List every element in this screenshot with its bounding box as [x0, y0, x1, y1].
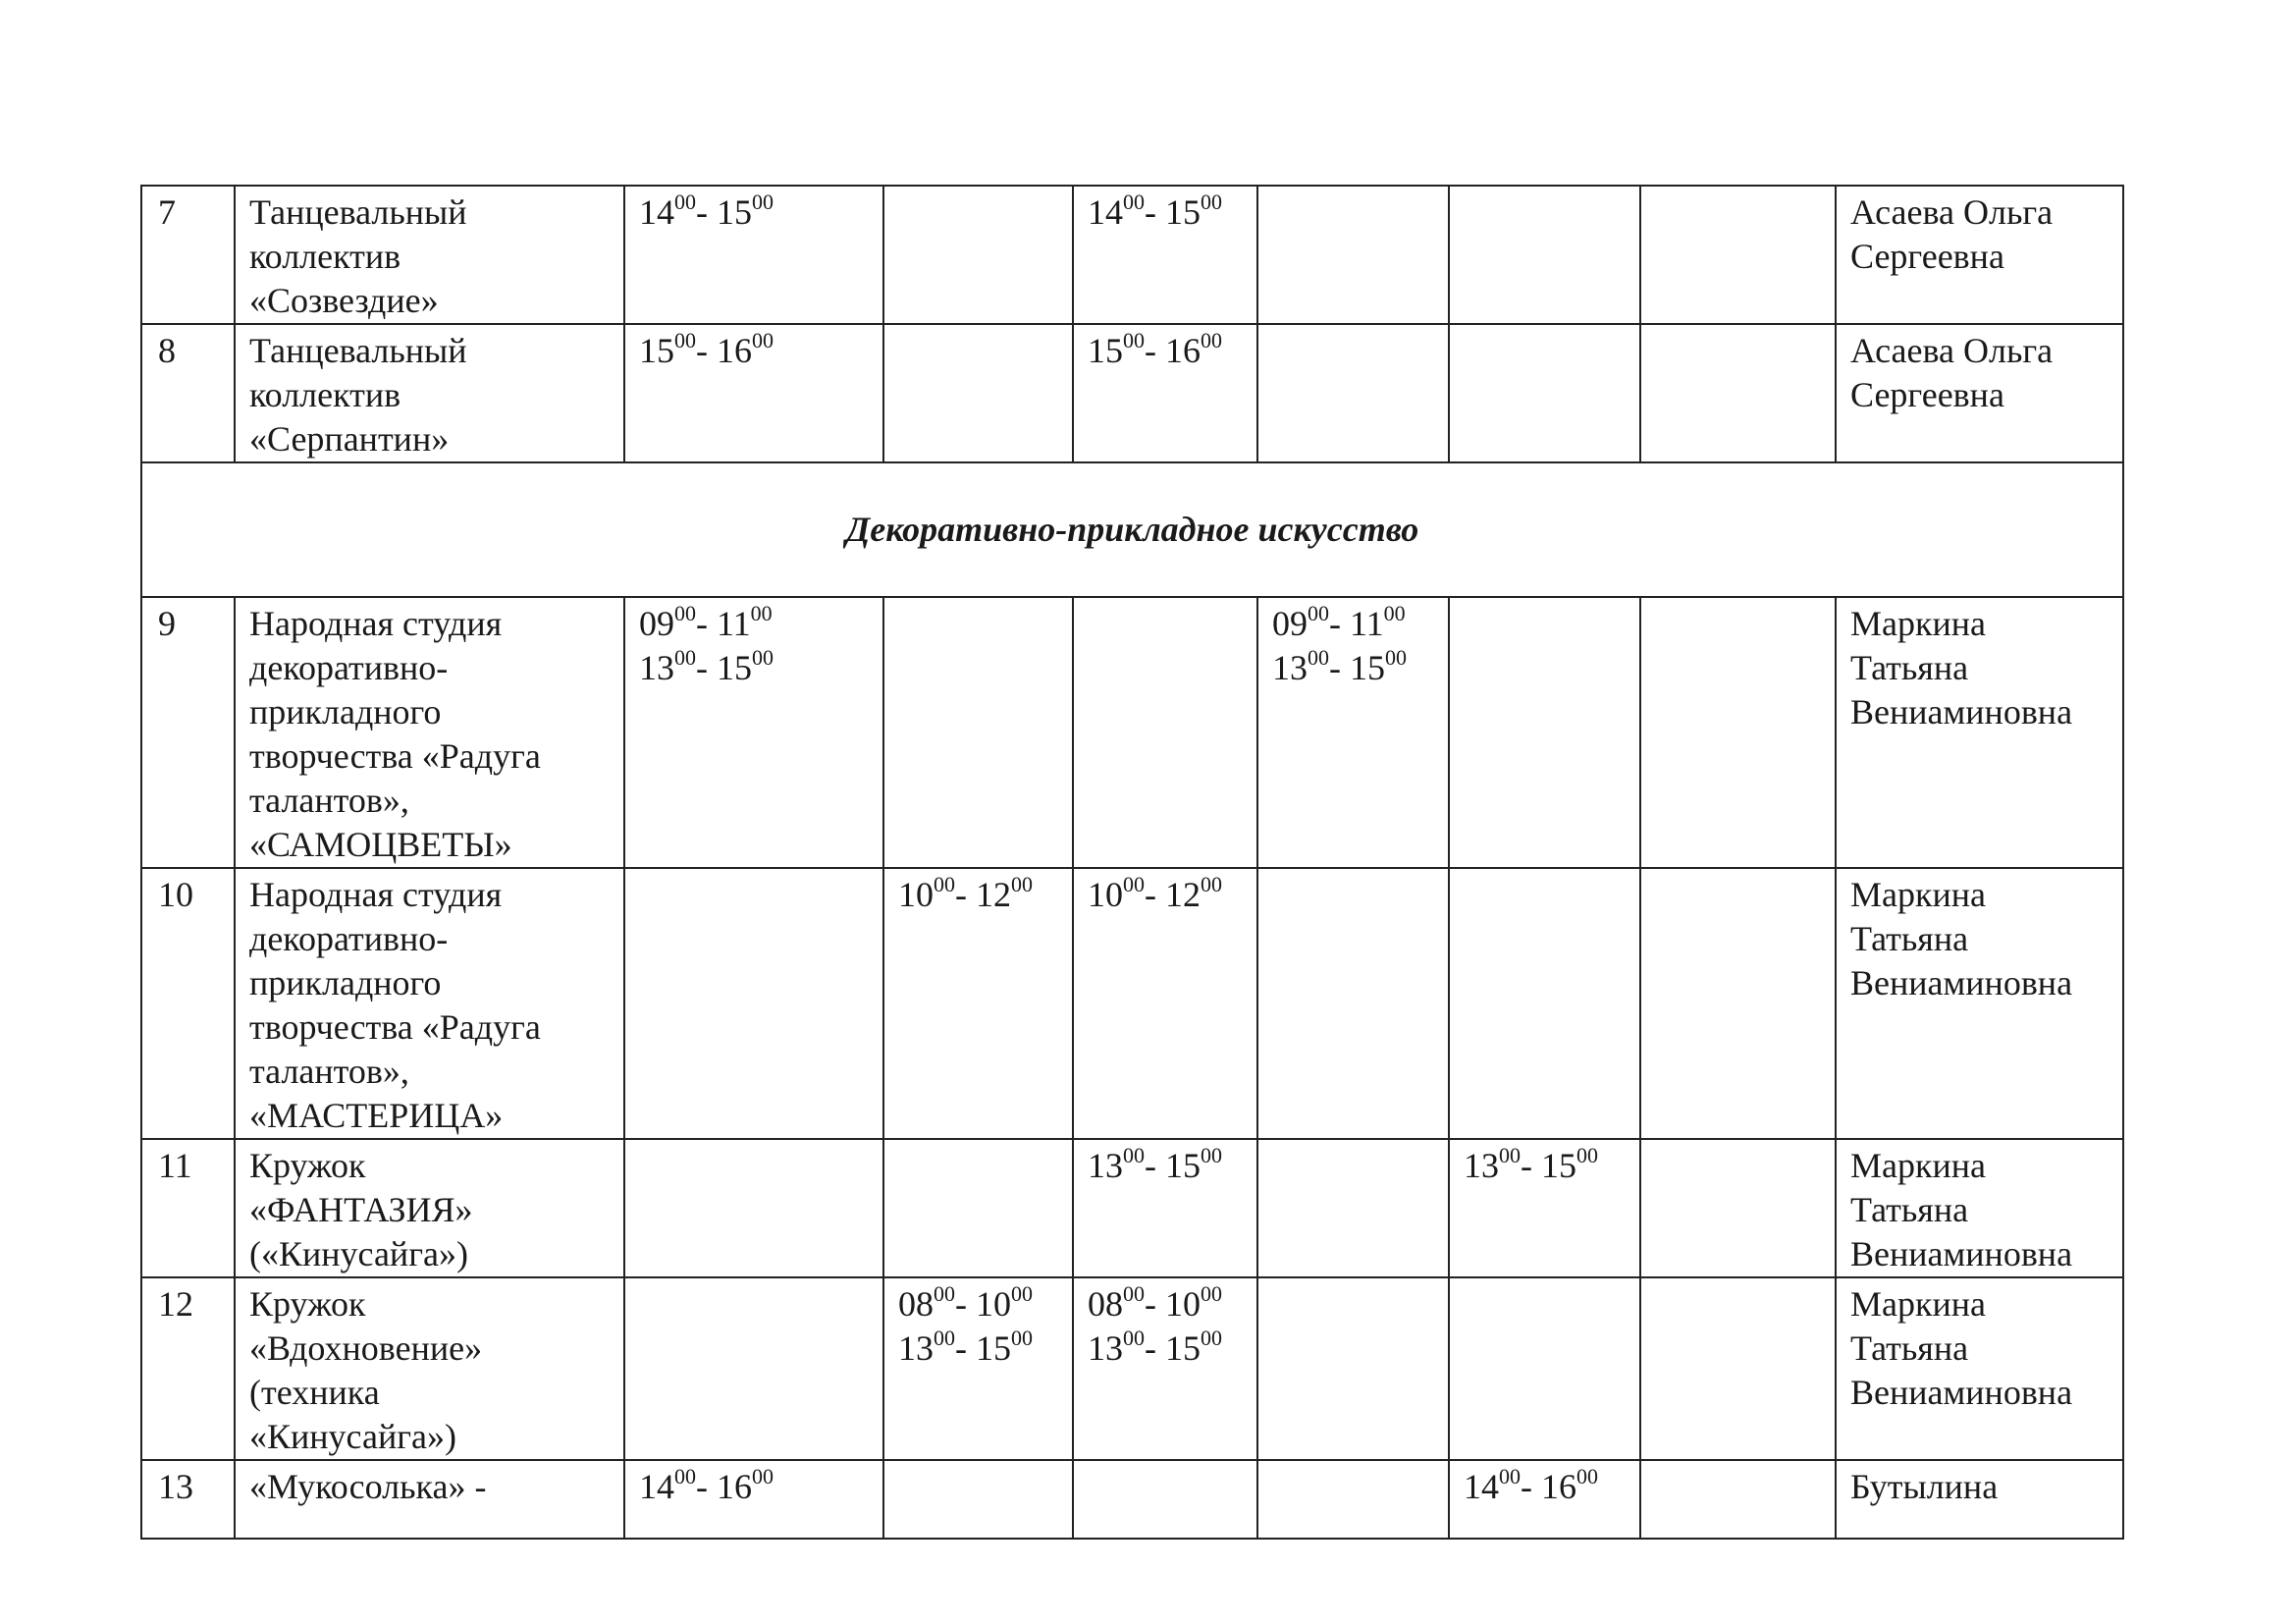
- schedule-cell: [1073, 597, 1257, 868]
- group-name-line: талантов»,: [249, 1052, 409, 1091]
- end-hour: 16: [717, 1467, 752, 1506]
- group-name: [235, 1277, 624, 1460]
- group-name-line: творчества «Радуга: [249, 1007, 541, 1047]
- group-name-line: Кружок: [249, 1146, 366, 1185]
- range-dash: -: [1521, 1467, 1541, 1506]
- leader-name-line: Асаева Ольга: [1850, 192, 2054, 232]
- end-hour: 12: [1165, 875, 1201, 914]
- leader-name: [1836, 1460, 2123, 1539]
- end-minutes: 00: [1385, 645, 1407, 670]
- group-name-line: Народная студия: [249, 875, 503, 914]
- start-hour: 13: [898, 1328, 934, 1368]
- time-range: [1272, 646, 1434, 690]
- leader-name-line: Вениаминовна: [1850, 692, 2073, 731]
- end-hour: 15: [1165, 192, 1201, 232]
- group-name-line: декоративно-: [249, 919, 449, 958]
- schedule-cell: [883, 324, 1073, 462]
- range-dash: -: [1145, 1284, 1165, 1324]
- time-range: [1088, 190, 1243, 235]
- range-dash: -: [1145, 875, 1165, 914]
- start-minutes: 00: [1123, 872, 1145, 896]
- schedule-cell: [1449, 597, 1640, 868]
- end-minutes: 00: [1011, 1281, 1033, 1306]
- time-range: [1272, 602, 1434, 646]
- schedule-cell: [1073, 1277, 1257, 1460]
- schedule-cell: [1640, 597, 1836, 868]
- start-hour: 09: [639, 604, 674, 643]
- time-range: [898, 873, 1058, 917]
- schedule-cell: [624, 597, 883, 868]
- start-hour: 13: [1272, 648, 1308, 687]
- group-name-line: талантов»,: [249, 781, 409, 820]
- start-hour: 10: [898, 875, 934, 914]
- end-hour: 11: [1350, 604, 1384, 643]
- leader-name-line: Вениаминовна: [1850, 963, 2073, 1002]
- range-dash: -: [1329, 604, 1350, 643]
- schedule-cell: [1449, 1277, 1640, 1460]
- schedule-cell: [883, 1460, 1073, 1539]
- schedule-cell: [1449, 1460, 1640, 1539]
- start-hour: 15: [1088, 331, 1123, 370]
- end-hour: 15: [717, 192, 752, 232]
- group-name-line: прикладного: [249, 692, 442, 731]
- start-hour: 08: [898, 1284, 934, 1324]
- schedule-cell: [1449, 324, 1640, 462]
- schedule-cell: [1449, 186, 1640, 324]
- leader-name-line: Маркина: [1850, 1284, 1986, 1324]
- leader-name: [1836, 1277, 2123, 1460]
- end-hour: 12: [976, 875, 1011, 914]
- leader-name-line: Вениаминовна: [1850, 1234, 2073, 1273]
- schedule-cell: [1257, 597, 1449, 868]
- group-name-line: («Кинусайга»): [249, 1234, 468, 1273]
- range-dash: -: [955, 875, 976, 914]
- end-minutes: 00: [1201, 189, 1222, 214]
- group-name: [235, 597, 624, 868]
- schedule-rows-before: [141, 186, 2123, 462]
- start-hour: 14: [1464, 1467, 1499, 1506]
- start-hour: 14: [1088, 192, 1123, 232]
- end-minutes: 00: [1201, 1281, 1222, 1306]
- range-dash: -: [1521, 1146, 1541, 1185]
- schedule-cell: [624, 1277, 883, 1460]
- group-name-line: творчества «Радуга: [249, 736, 541, 776]
- start-hour: 13: [639, 648, 674, 687]
- leader-name: [1836, 597, 2123, 868]
- end-minutes: 00: [1201, 872, 1222, 896]
- schedule-cell: [1257, 1139, 1449, 1277]
- group-name-line: «Вдохновение»: [249, 1328, 483, 1368]
- time-range: [639, 1465, 869, 1509]
- schedule-cell: [883, 868, 1073, 1139]
- schedule-cell: [1073, 1139, 1257, 1277]
- range-dash: -: [955, 1284, 976, 1324]
- start-hour: 10: [1088, 875, 1123, 914]
- schedule-cell: [883, 1277, 1073, 1460]
- section-row: [141, 462, 2123, 597]
- start-minutes: 00: [934, 1281, 955, 1306]
- leader-name-line: Сергеевна: [1850, 375, 2004, 414]
- leader-name-line: Татьяна: [1850, 919, 1969, 958]
- range-dash: -: [1145, 192, 1165, 232]
- group-name: [235, 1139, 624, 1277]
- section-title: Декоративно-прикладное искусство: [141, 462, 2123, 597]
- start-minutes: 00: [934, 872, 955, 896]
- start-hour: 15: [639, 331, 674, 370]
- end-hour: 15: [1165, 1146, 1201, 1185]
- time-range: [1464, 1144, 1626, 1188]
- time-range: [639, 190, 869, 235]
- table-row: [141, 597, 2123, 868]
- group-name-line: Танцевальный: [249, 331, 467, 370]
- start-minutes: 00: [674, 189, 696, 214]
- time-range: [898, 1282, 1058, 1326]
- schedule-cell: [1073, 186, 1257, 324]
- start-hour: 09: [1272, 604, 1308, 643]
- group-name-line: (техника: [249, 1373, 380, 1412]
- table-row: [141, 1460, 2123, 1539]
- end-hour: 15: [717, 648, 752, 687]
- leader-name-line: Татьяна: [1850, 1328, 1969, 1368]
- end-minutes: 00: [1383, 601, 1406, 625]
- leader-name: [1836, 868, 2123, 1139]
- start-minutes: 00: [1499, 1464, 1521, 1489]
- time-range: [639, 329, 869, 373]
- row-number: 8: [141, 324, 235, 462]
- start-minutes: 00: [1123, 189, 1145, 214]
- schedule-cell: [1449, 1139, 1640, 1277]
- schedule-cell: [1257, 1277, 1449, 1460]
- schedule-cell: [624, 868, 883, 1139]
- end-hour: 16: [1541, 1467, 1576, 1506]
- schedule-cell: [624, 186, 883, 324]
- schedule-cell: [1640, 1277, 1836, 1460]
- group-name-line: Кружок: [249, 1284, 366, 1324]
- table-row: [141, 186, 2123, 324]
- time-range: [1088, 1144, 1243, 1188]
- schedule-cell: [1640, 324, 1836, 462]
- table-row: [141, 1277, 2123, 1460]
- leader-name: [1836, 324, 2123, 462]
- start-minutes: 00: [674, 1464, 696, 1489]
- start-minutes: 00: [674, 328, 696, 352]
- time-range: [1088, 1282, 1243, 1326]
- start-minutes: 00: [1499, 1143, 1521, 1167]
- leader-name-line: Татьяна: [1850, 648, 1969, 687]
- group-name-line: «Мукосолька» -: [249, 1467, 487, 1506]
- end-minutes: 00: [752, 328, 774, 352]
- schedule-cell: [883, 1139, 1073, 1277]
- group-name-line: «МАСТЕРИЦА»: [249, 1096, 504, 1135]
- range-dash: -: [696, 604, 717, 643]
- start-hour: 14: [639, 1467, 674, 1506]
- start-minutes: 00: [1123, 1281, 1145, 1306]
- table-row: [141, 1139, 2123, 1277]
- end-hour: 16: [717, 331, 752, 370]
- schedule-rows-after: [141, 597, 2123, 1539]
- row-number: 10: [141, 868, 235, 1139]
- end-minutes: 00: [1201, 1326, 1222, 1350]
- group-name-line: Танцевальный: [249, 192, 467, 232]
- range-dash: -: [696, 192, 717, 232]
- row-number: 9: [141, 597, 235, 868]
- end-minutes: 00: [1011, 1326, 1033, 1350]
- group-name: [235, 186, 624, 324]
- schedule-cell: [1257, 1460, 1449, 1539]
- range-dash: -: [1145, 1146, 1165, 1185]
- table-row: [141, 868, 2123, 1139]
- end-hour: 16: [1165, 331, 1201, 370]
- schedule-cell: [883, 186, 1073, 324]
- leader-name-line: Татьяна: [1850, 1190, 1969, 1229]
- leader-name: [1836, 1139, 2123, 1277]
- group-name-line: «Кинусайга»): [249, 1417, 456, 1456]
- start-minutes: 00: [1123, 1143, 1145, 1167]
- leader-name-line: Маркина: [1850, 1146, 1986, 1185]
- start-minutes: 00: [674, 645, 696, 670]
- schedule-cell: [1073, 1460, 1257, 1539]
- schedule-cell: [1640, 1139, 1836, 1277]
- end-hour: 10: [1165, 1284, 1201, 1324]
- range-dash: -: [696, 331, 717, 370]
- start-hour: 08: [1088, 1284, 1123, 1324]
- end-minutes: 00: [1201, 1143, 1222, 1167]
- start-minutes: 00: [1308, 601, 1329, 625]
- group-name-line: «ФАНТАЗИЯ»: [249, 1190, 473, 1229]
- group-name-line: коллектив: [249, 375, 401, 414]
- time-range: [1088, 1326, 1243, 1371]
- group-name: [235, 1460, 624, 1539]
- schedule-cell: [1073, 324, 1257, 462]
- leader-name-line: Маркина: [1850, 875, 1986, 914]
- time-range: [639, 602, 869, 646]
- start-minutes: 00: [934, 1326, 955, 1350]
- range-dash: -: [955, 1328, 976, 1368]
- table-row: [141, 324, 2123, 462]
- range-dash: -: [1145, 1328, 1165, 1368]
- row-number: 12: [141, 1277, 235, 1460]
- end-minutes: 00: [1576, 1143, 1598, 1167]
- schedule-cell: [1257, 186, 1449, 324]
- leader-name-line: Асаева Ольга: [1850, 331, 2054, 370]
- end-minutes: 00: [1576, 1464, 1598, 1489]
- end-minutes: 00: [752, 189, 774, 214]
- time-range: [1464, 1465, 1626, 1509]
- schedule-cell: [1257, 324, 1449, 462]
- end-minutes: 00: [750, 601, 773, 625]
- schedule-cell: [1449, 868, 1640, 1139]
- time-range: [898, 1326, 1058, 1371]
- end-minutes: 00: [1011, 872, 1033, 896]
- schedule-cell: [1257, 868, 1449, 1139]
- end-hour: 11: [717, 604, 751, 643]
- range-dash: -: [696, 1467, 717, 1506]
- start-minutes: 00: [1308, 645, 1329, 670]
- start-hour: 13: [1088, 1328, 1123, 1368]
- leader-name-line: Сергеевна: [1850, 237, 2004, 276]
- range-dash: -: [1145, 331, 1165, 370]
- start-minutes: 00: [1123, 1326, 1145, 1350]
- end-hour: 10: [976, 1284, 1011, 1324]
- end-hour: 15: [1350, 648, 1385, 687]
- schedule-cell: [624, 1139, 883, 1277]
- row-number: 7: [141, 186, 235, 324]
- start-hour: 14: [639, 192, 674, 232]
- range-dash: -: [696, 648, 717, 687]
- schedule-cell: [624, 324, 883, 462]
- group-name-line: коллектив: [249, 237, 401, 276]
- leader-name-line: Бутылина: [1850, 1467, 1999, 1506]
- group-name: [235, 868, 624, 1139]
- group-name-line: декоративно-: [249, 648, 449, 687]
- group-name-line: «САМОЦВЕТЫ»: [249, 825, 512, 864]
- start-hour: 13: [1088, 1146, 1123, 1185]
- end-minutes: 00: [752, 1464, 774, 1489]
- schedule-cell: [1640, 868, 1836, 1139]
- time-range: [1088, 329, 1243, 373]
- end-hour: 15: [976, 1328, 1011, 1368]
- time-range: [639, 646, 869, 690]
- leader-name: [1836, 186, 2123, 324]
- start-minutes: 00: [1123, 328, 1145, 352]
- range-dash: -: [1329, 648, 1350, 687]
- schedule-cell: [1640, 186, 1836, 324]
- group-name-line: «Серпантин»: [249, 419, 450, 459]
- schedule-cell: [883, 597, 1073, 868]
- group-name: [235, 324, 624, 462]
- row-number: 11: [141, 1139, 235, 1277]
- schedule-cell: [624, 1460, 883, 1539]
- row-number: 13: [141, 1460, 235, 1539]
- leader-name-line: Вениаминовна: [1850, 1373, 2073, 1412]
- end-minutes: 00: [752, 645, 774, 670]
- start-hour: 13: [1464, 1146, 1499, 1185]
- end-hour: 15: [1541, 1146, 1576, 1185]
- group-name-line: прикладного: [249, 963, 442, 1002]
- schedule-cell: [1640, 1460, 1836, 1539]
- leader-name-line: Маркина: [1850, 604, 1986, 643]
- schedule-table: [140, 185, 2124, 1540]
- group-name-line: Народная студия: [249, 604, 503, 643]
- schedule-cell: [1073, 868, 1257, 1139]
- start-minutes: 00: [674, 601, 696, 625]
- group-name-line: «Созвездие»: [249, 281, 439, 320]
- end-minutes: 00: [1201, 328, 1222, 352]
- time-range: [1088, 873, 1243, 917]
- end-hour: 15: [1165, 1328, 1201, 1368]
